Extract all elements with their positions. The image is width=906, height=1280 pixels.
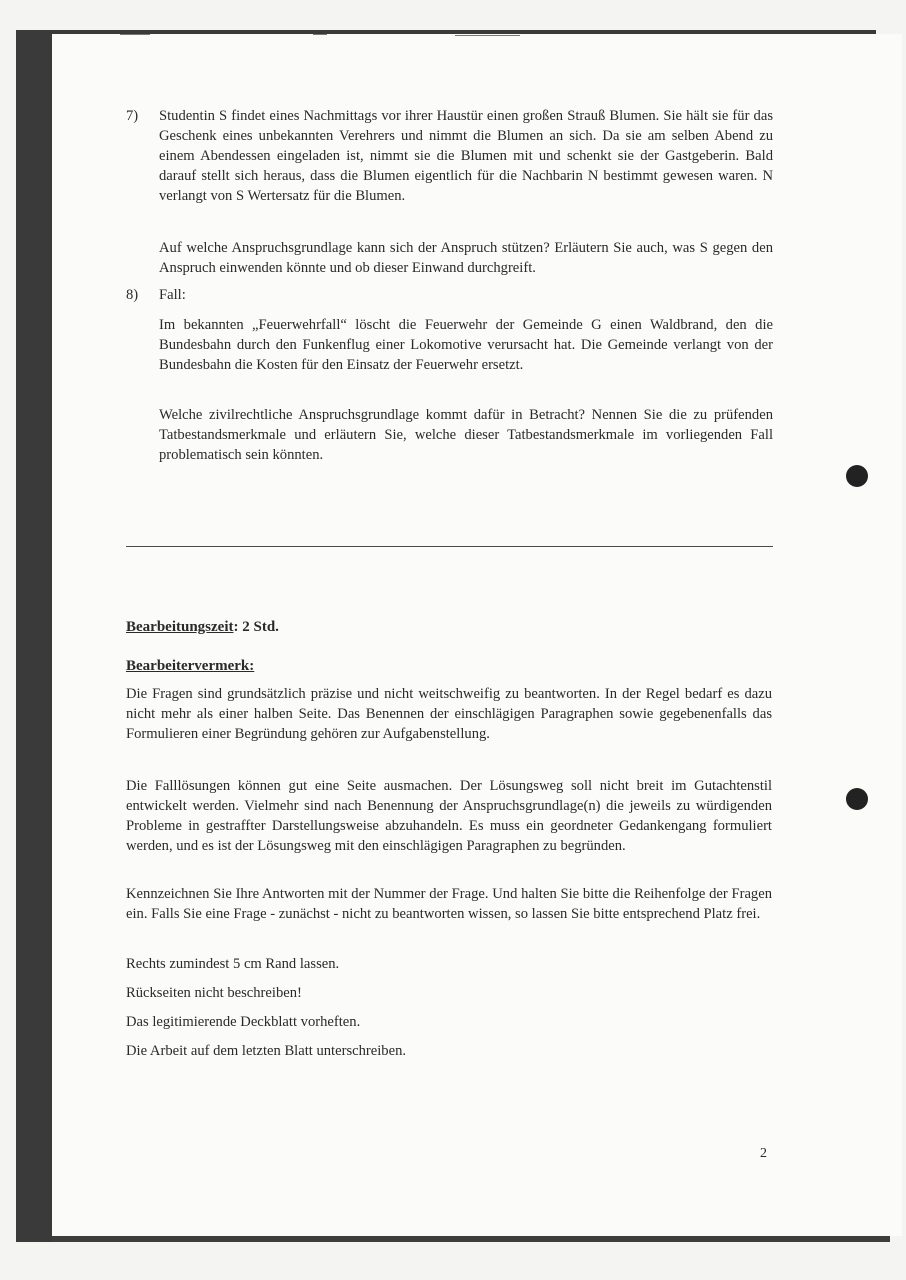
question-prompt: Auf welche Anspruchsgrundlage kann sich der Anspruch stützen? Erläutern Sie auch, was S gegen den Anspruch einwenden könnte und ob dieser Einwand durchgreift. [159,240,773,276]
time-value: : 2 Std. [233,619,279,635]
question-label: Fall: [159,287,186,303]
note-rule: Das legitimierende Deckblatt vorheften. [126,1014,361,1030]
note-heading-text: Bearbeitervermerk: [126,658,255,674]
punch-hole [846,465,868,487]
note-paragraph: Die Fragen sind grundsätzlich präzise und nicht weitschweifig zu beantworten. In der Regel bedarf es dazu nicht mehr als einer halben Seite. Das Benennen der einschlägigen Paragraphen sowie gegebenenfalls das Formulieren einer Begründung gehören zur Aufgabenstellung. [126,686,772,742]
note-rule: Rechts zumindest 5 cm Rand lassen. [126,956,340,972]
note-paragraph: Die Falllösungen können gut eine Seite ausmachen. Der Lösungsweg soll nicht breit im Gutachtenstil entwickelt werden. Vielmehr sind nach Benennung der Anspruchsgrundlage(n) die jeweils zu würdigenden Probleme in gestraffter Darstellungsweise abzuhandeln. Es muss ein geordneter Gedankengang formuliert werden, und es ist der Lösungsweg mit den einschlägigen Paragraphen zu begründen. [126,778,772,854]
question-prompt: Welche zivilrechtliche Anspruchsgrundlage kommt dafür in Betracht? Nennen Sie die zu prüfenden Tatbestandsmerkmale und erläutern Sie, welche dieser Tatbestandsmerkmale im vorliegenden Fall problematisch sein könnten. [159,407,773,463]
punch-hole [846,788,868,810]
note-heading [126,656,254,676]
question-number: 7) [126,108,139,124]
scan-artifact-mark [120,34,150,35]
note-paragraph: Kennzeichnen Sie Ihre Antworten mit der Nummer der Frage. Und halten Sie bitte die Reihenfolge der Fragen ein. Falls Sie eine Frage - zunächst - nicht zu beantworten wissen, so lassen Sie bitte entsprechend Platz frei. [126,886,772,922]
scan-artifact-mark [313,34,327,35]
scan-artifact-mark [455,35,520,36]
scan-border-left [16,32,54,1242]
scan-border-bottom [52,1236,890,1242]
question-text: Studentin S findet eines Nachmittags vor ihrer Haustür einen großen Strauß Blumen. Sie hält sie für das Geschenk eines unbekannten Verehrers und nimmt die Blumen an sich. Da sie am selben Abend zu einem Abendessen eingeladen ist, nimmt sie die Blumen mit und schenkt sie der Gastgeberin. Bald darauf stellt sich heraus, dass die Blumen eigentlich für die Nachbarin N bestimmt gewesen waren. N verlangt von S Wertersatz für die Blumen. [159,108,773,204]
time-heading [126,617,279,637]
question-text: Im bekannten „Feuerwehrfall“ löscht die Feuerwehr der Gemeinde G einen Waldbrand, den die Bundesbahn durch den Funkenflug einer Lokomotive verursacht hat. Die Gemeinde verlangt von der Bundesbahn die Kosten für den Einsatz der Feuerwehr ersetzt. [159,317,773,373]
page-number: 2 [760,1146,767,1161]
note-rule: Rückseiten nicht beschreiben! [126,985,302,1001]
section-divider [126,546,773,547]
note-rule: Die Arbeit auf dem letzten Blatt unterschreiben. [126,1043,407,1059]
time-label: Bearbeitungszeit [126,619,234,635]
question-number: 8) [126,287,139,303]
